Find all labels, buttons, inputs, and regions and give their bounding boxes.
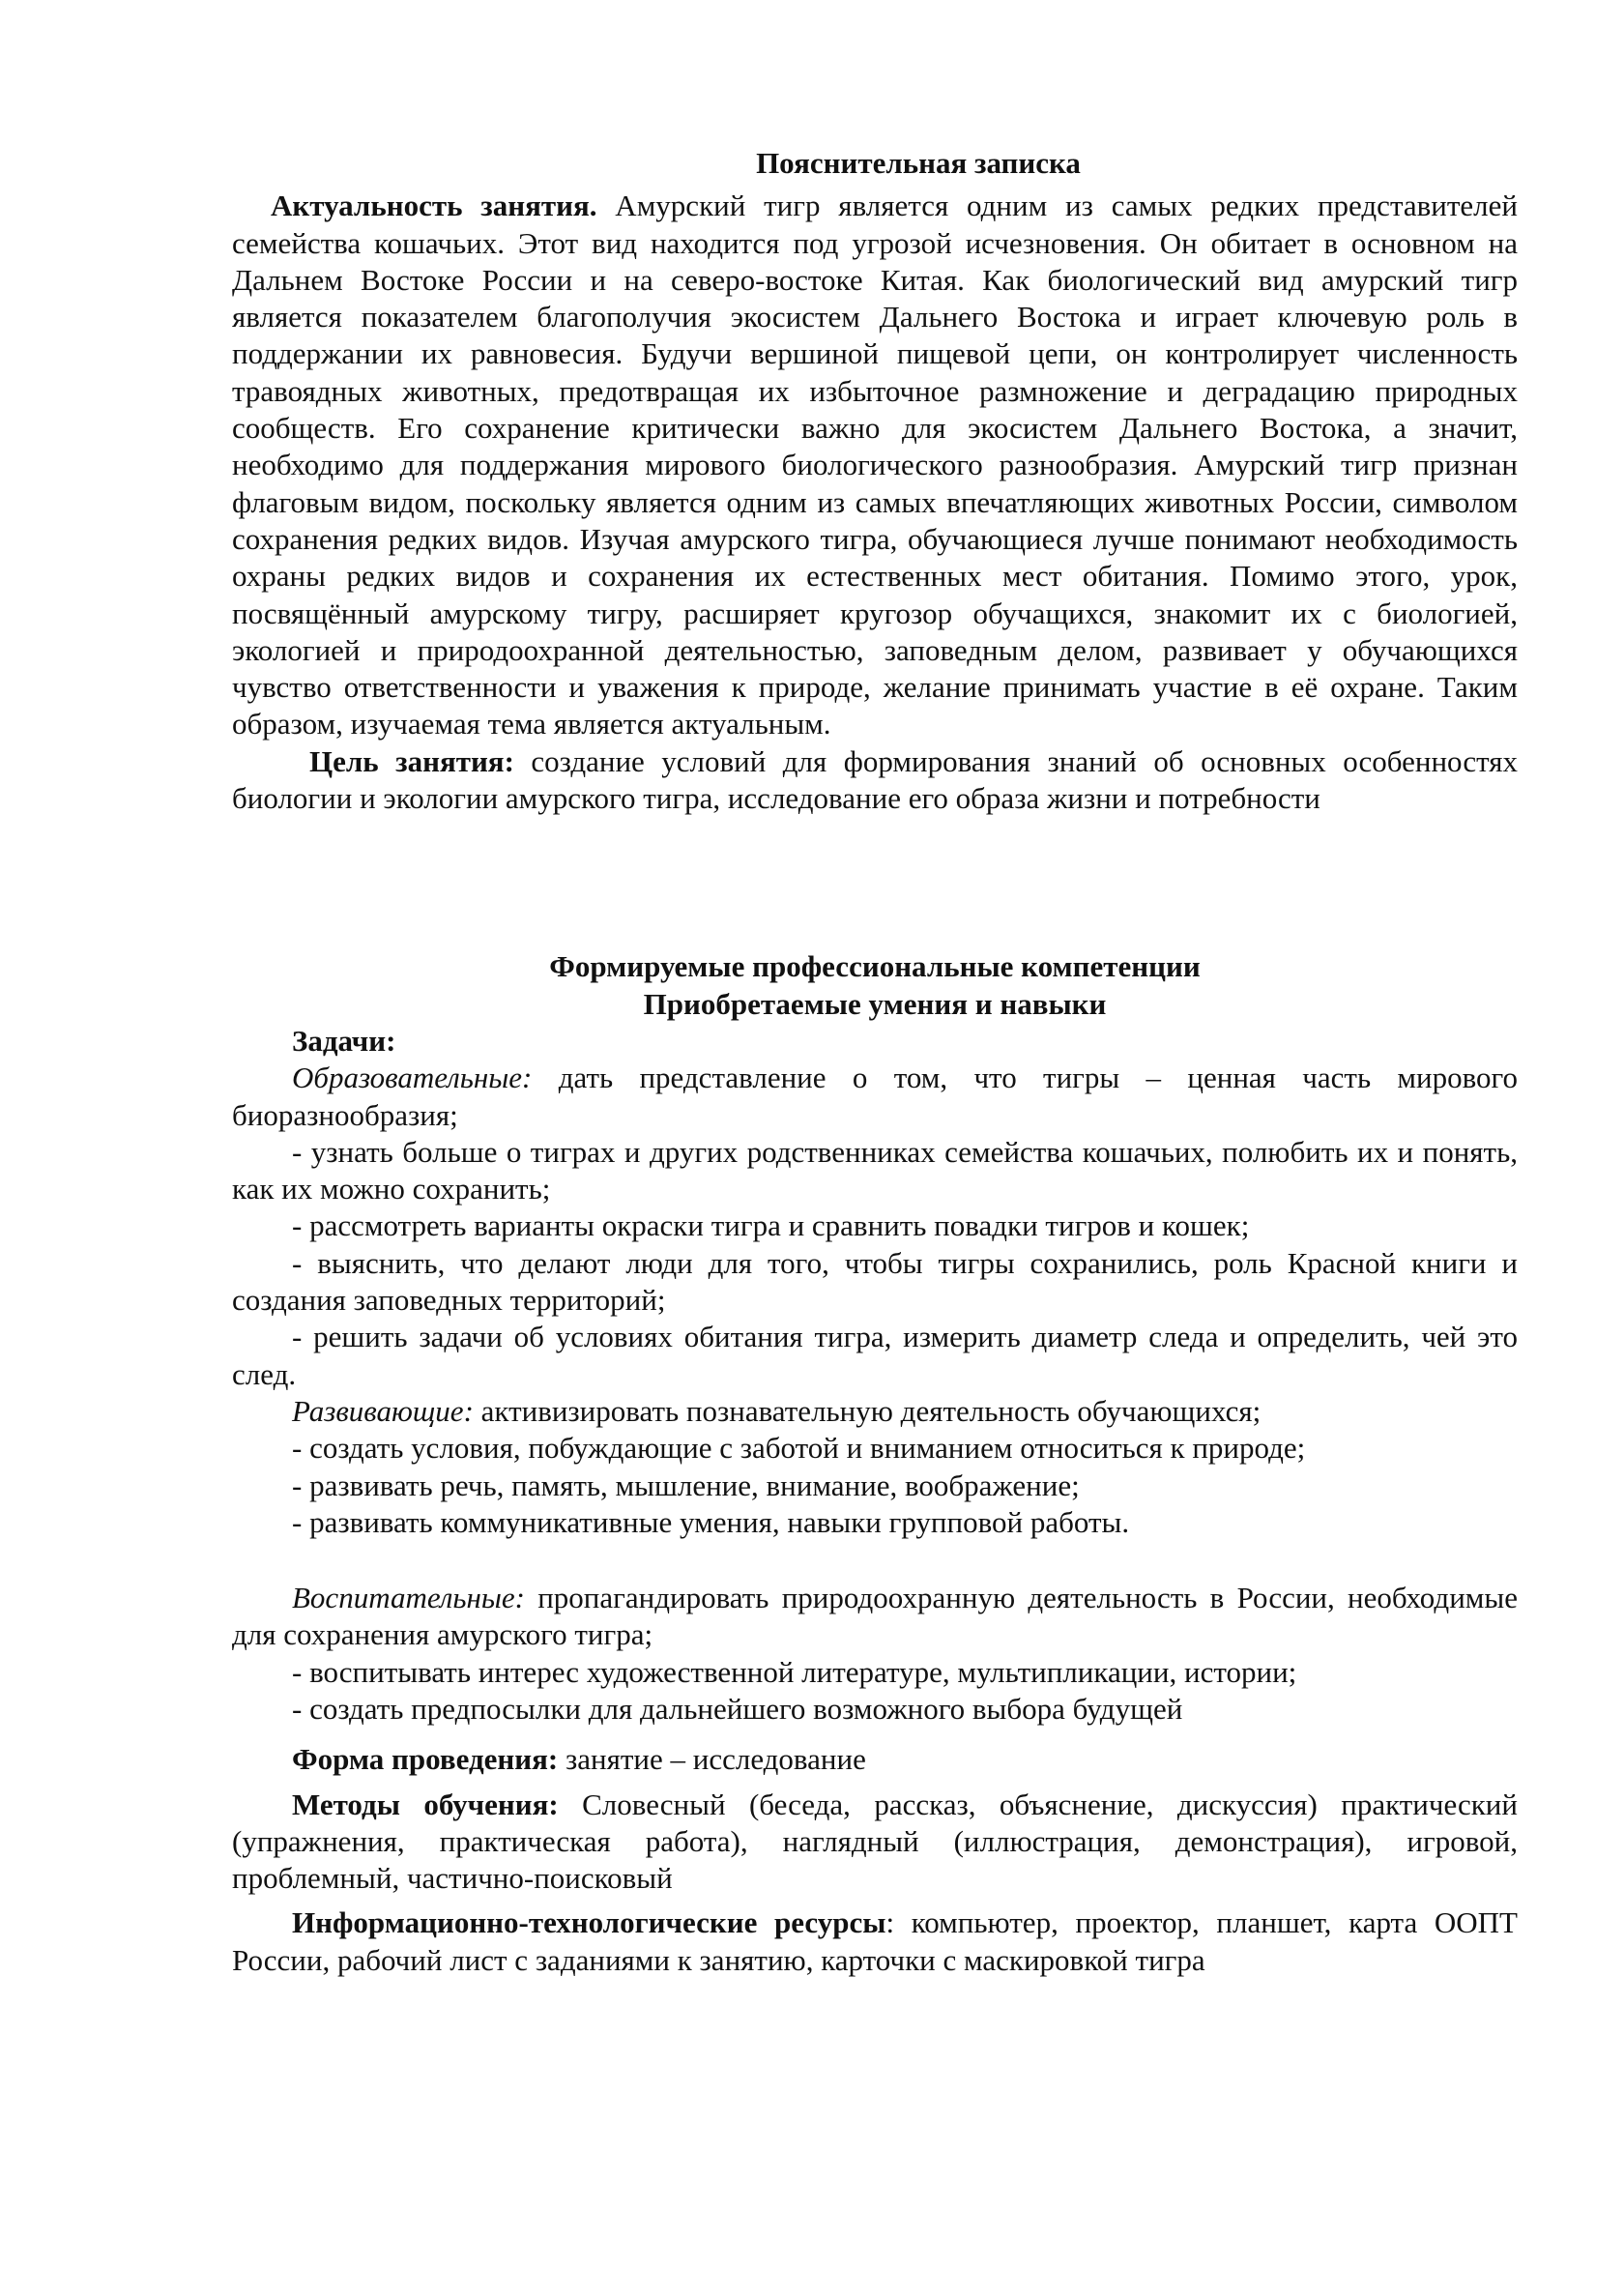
upbringing-text: пропагандировать природоохранную деятельность в России, необходимые для сохранения амурского тигра; <box>232 1581 1518 1652</box>
educational-item: - решить задачи об условиях обитания тигра, измерить диаметр следа и определить, чей это след. <box>232 1320 1518 1391</box>
relevance-label: Актуальность занятия. <box>271 189 597 223</box>
goal-text: создание условий для формирования знаний об основных особенностях биологии и экологии амурского тигра, исследование его образа жизни и потребности <box>232 743 1518 816</box>
spacer <box>232 1779 1518 1787</box>
spacer <box>232 1541 1518 1580</box>
resources-label: Информационно-технологические ресурсы <box>292 1905 886 1940</box>
spacer <box>232 1897 1518 1904</box>
developing-label: Развивающие: <box>292 1393 474 1428</box>
methods-text: Словесный (беседа, рассказ, объяснение, дискуссия) практический (упражнения, практическая работа), наглядный (иллюстрация, демонстрация), игровой, проблемный, частично-поисковый <box>232 1787 1518 1896</box>
tasks-label: Задачи: <box>292 1023 396 1058</box>
goal-label: Цель занятия: <box>309 743 514 778</box>
resources-paragraph <box>232 1904 1518 1979</box>
developing-item: - развивать речь, память, мышление, внимание, воображение; <box>292 1468 1080 1502</box>
document-title: Пояснительная записка <box>756 146 1081 180</box>
educational-item: - рассмотреть варианты окраски тигра и сравнить повадки тигров и кошек; <box>292 1208 1250 1243</box>
upbringing-paragraph <box>232 1580 1518 1654</box>
educational-item: - узнать больше о тиграх и других родственниках семейства кошачьих, полюбить их и понять, как их можно сохранить; <box>232 1134 1518 1206</box>
developing-paragraph <box>232 1393 1518 1430</box>
educational-paragraph <box>232 1060 1518 1134</box>
spacer <box>232 1728 1518 1741</box>
skills-heading: Приобретаемые умения и навыки <box>643 986 1107 1021</box>
methods-paragraph <box>232 1787 1518 1898</box>
upbringing-label: Воспитательные: <box>292 1581 525 1615</box>
relevance-paragraph <box>232 188 1518 742</box>
document-page <box>232 145 1518 1979</box>
developing-text: активизировать познавательную деятельность обучающихся; <box>473 1393 1262 1428</box>
developing-item: - создать условия, побуждающие с заботой и вниманием относиться к природе; <box>292 1431 1306 1466</box>
relevance-text: Амурский тигр является одним из самых редких представителей семейства кошачьих. Этот вид находится под угрозой исчезновения. Он обитает в основном на Дальнем Востоке России и на северо-востоке Китая. Как биологический вид амурский тигр является показателем благополучия экосистем Дальнего Востока и играет ключевую роль в поддержании их равновесия. Будучи вершиной пищевой цепи, он контролирует численность травоядных животных, предотвращая их избыточное размножение и деградацию природных сообществ. Его сохранение критически важно для экосистем Дальнего Востока, а значит, необходимо для поддержания мирового биологического разнообразия. Амурский тигр признан флаговым видом, поскольку является одним из самых впечатляющих животных России, символом сохранения редких видов. Изучая амурского тигра, обучающиеся лучше понимают необходимость охраны редких видов и сохранения их естественных мест обитания. Помимо этого, урок, посвящённый амурскому тигру, расширяет кругозор обучащихся, знакомит их с биологией, экологией и природоохранной деятельностью, заповедным делом, развивает у обучающихся чувство ответственности и уважения к природе, желание принимать участие в её охране. Таким образом, изучаемая тема является актуальным. <box>232 189 1518 741</box>
educational-label: Образовательные: <box>292 1061 533 1095</box>
competencies-heading: Формируемые профессиональные компетенции <box>549 949 1201 984</box>
resources-text: : компьютер, проектор, планшет, карта ООПТ России, рабочий лист с заданиями к занятию, карточки с маскировкой тигра <box>232 1905 1518 1977</box>
form-text: занятие – исследование <box>558 1742 866 1777</box>
methods-label: Методы обучения: <box>292 1787 559 1821</box>
upbringing-item: - воспитывать интерес художественной литературе, мультипликации, истории; <box>292 1654 1297 1689</box>
goal-paragraph <box>232 743 1518 818</box>
form-paragraph <box>232 1741 1518 1778</box>
spacer <box>232 817 1518 948</box>
form-label: Форма проведения: <box>292 1742 559 1777</box>
upbringing-item: - создать предпосылки для дальнейшего возможного выбора будущей <box>292 1691 1183 1726</box>
educational-item: - выяснить, что делают люди для того, чтобы тигры сохранились, роль Красной книги и создания заповедных территорий; <box>232 1245 1518 1318</box>
developing-item: - развивать коммуникативные умения, навыки групповой работы. <box>292 1504 1130 1539</box>
educational-text: дать представление о том, что тигры – ценная часть мирового биоразнообразия; <box>232 1061 1518 1132</box>
